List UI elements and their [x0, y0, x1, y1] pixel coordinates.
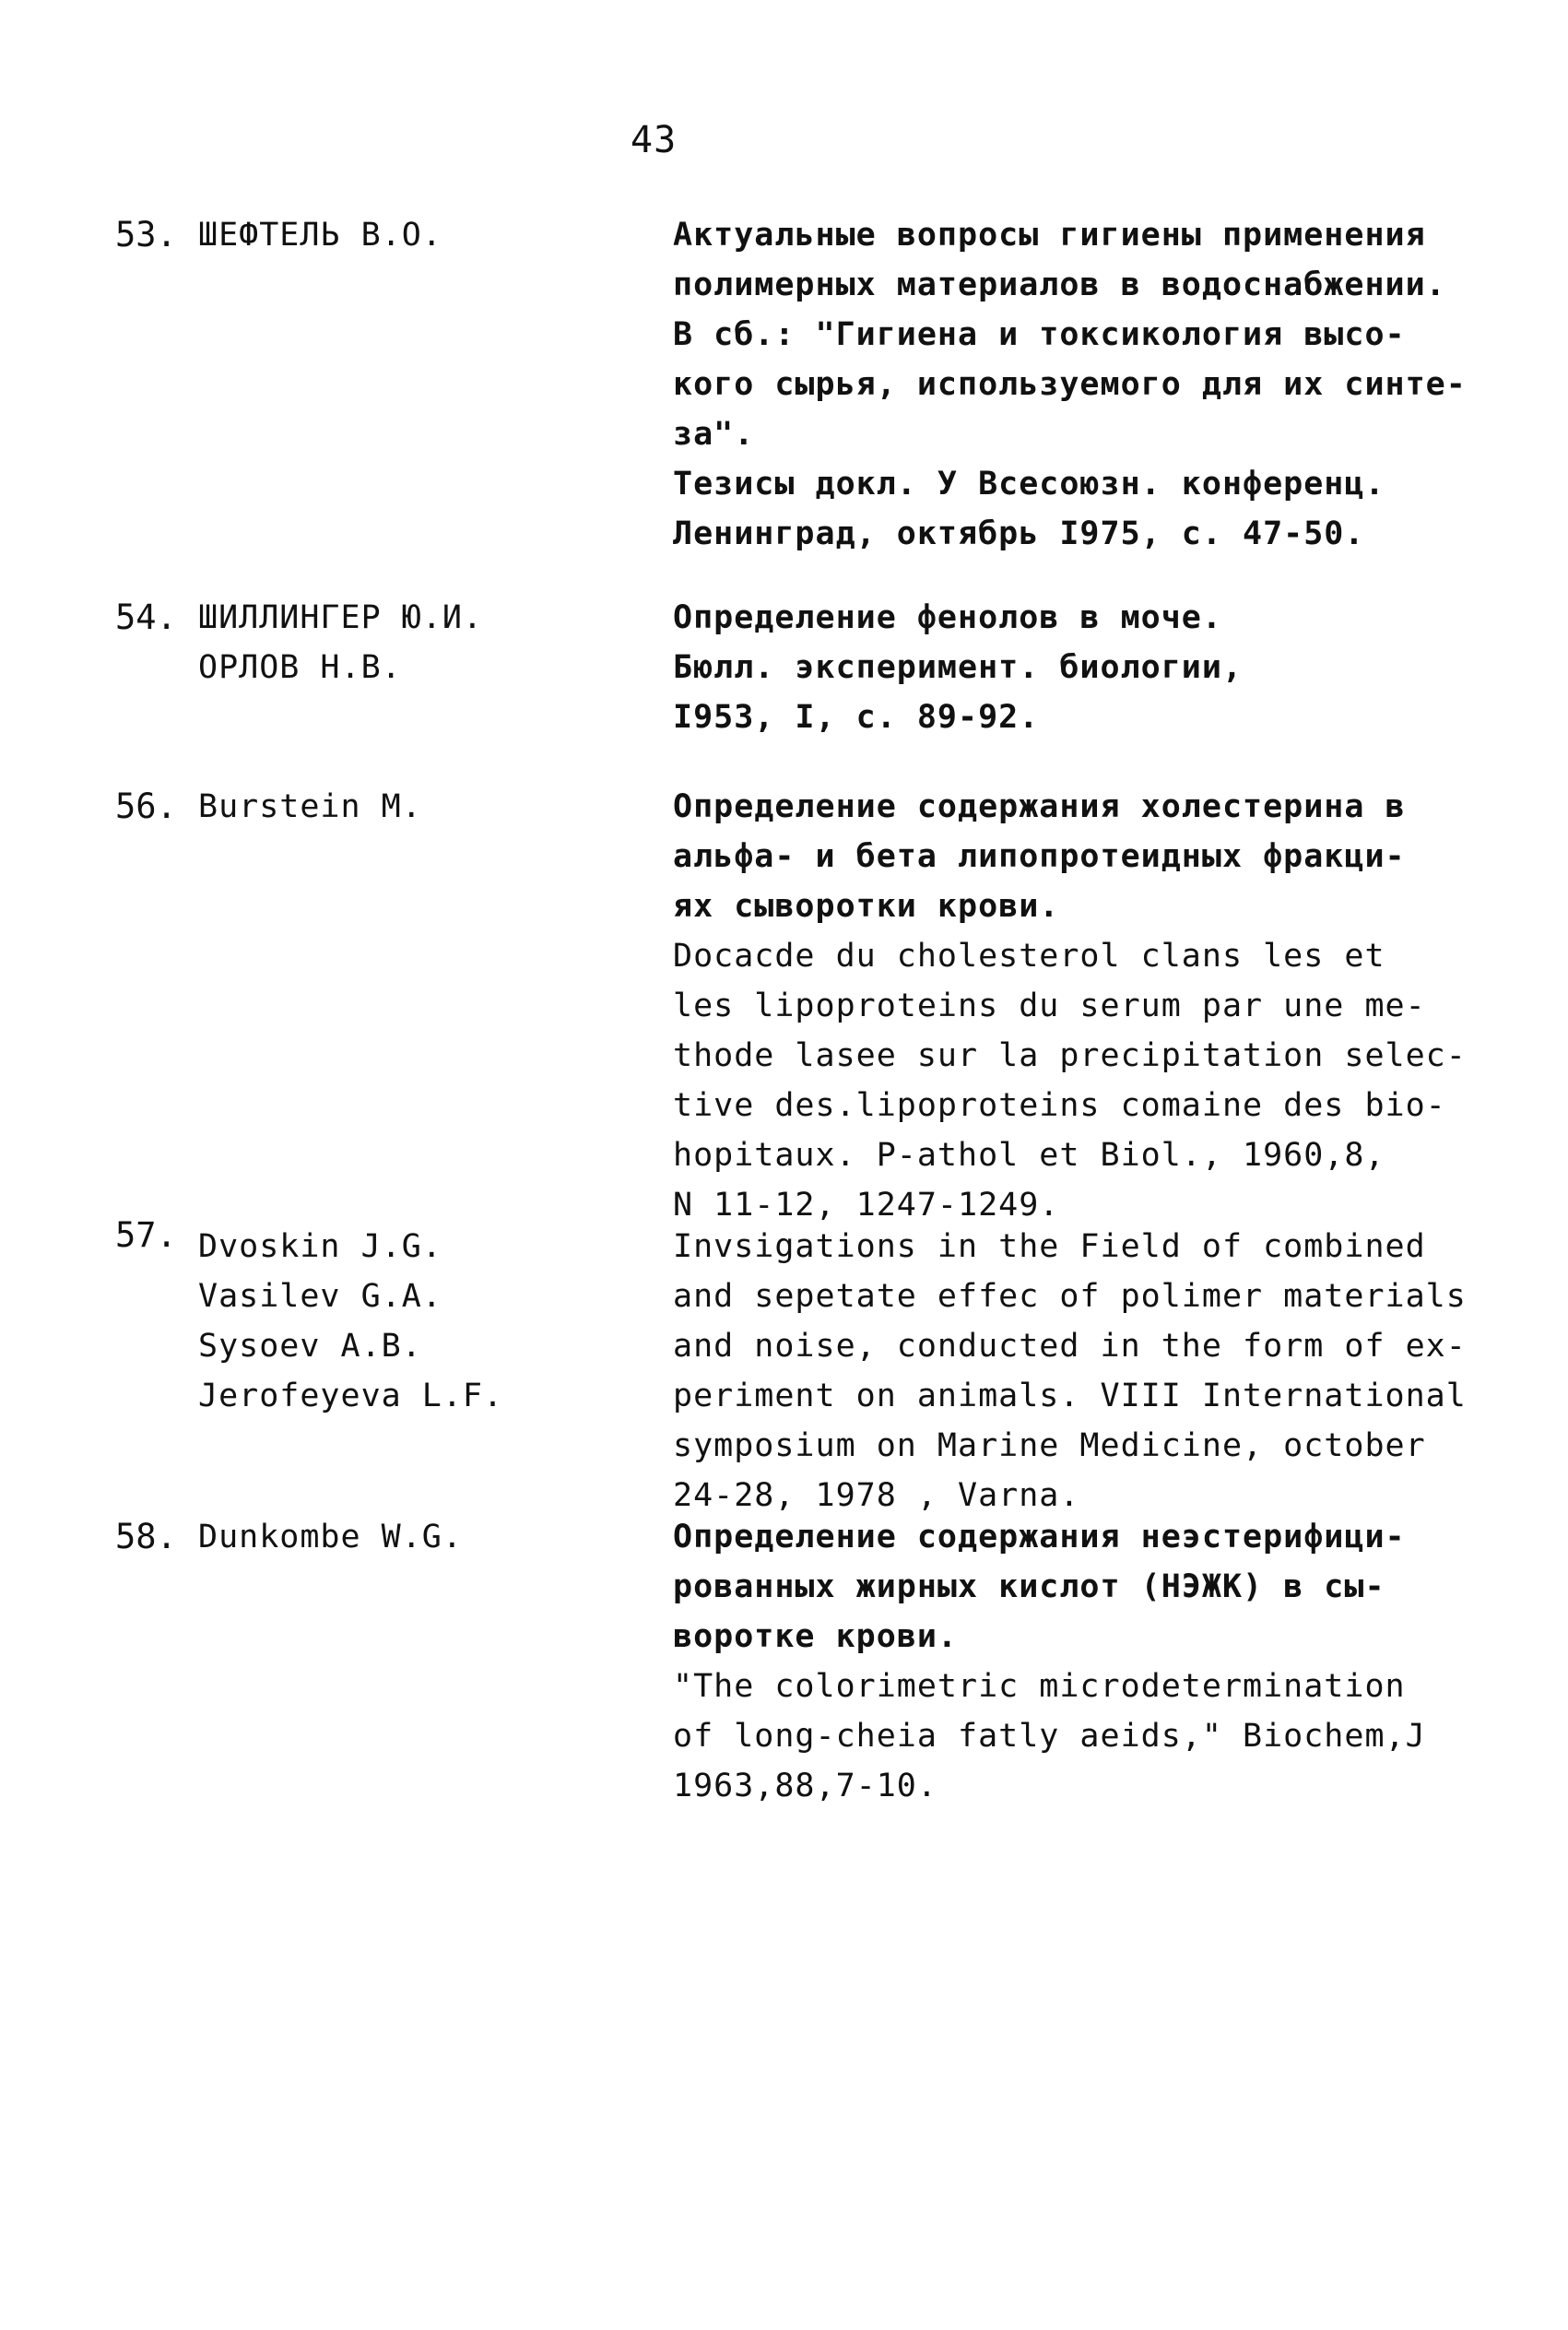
text-line: ях сыворотки крови. — [673, 888, 1060, 925]
text-line: кого сырья, используемого для их синте- — [673, 366, 1467, 403]
entry-description — [673, 1222, 1521, 1520]
text-line: за". — [673, 416, 755, 453]
page-number: 43 — [631, 119, 678, 161]
text-line: and noise, conducted in the form of ex- — [673, 1328, 1467, 1365]
text-line: and sepetate effec of polimer materials — [673, 1278, 1467, 1315]
text-line: Ленинград, октябрь I975, с. 47-50. — [673, 515, 1365, 552]
text-line: les lipoproteins du serum par une me- — [673, 988, 1426, 1024]
text-line: Актуальные вопросы гигиены применения — [673, 217, 1426, 254]
entry-authors — [198, 210, 442, 260]
text-line: Invsigations in the Field of combined — [673, 1228, 1426, 1265]
entry-description — [673, 1512, 1521, 1811]
text-line: альфа- и бета липопротеидных фракци- — [673, 838, 1406, 875]
entry-number: 54. — [115, 597, 177, 637]
author: ШЕФТЕЛЬ В.О. — [198, 217, 442, 254]
text-line: symposium on Marine Medicine, october — [673, 1427, 1426, 1464]
entry-number: 53. — [115, 215, 177, 254]
entry-description — [673, 210, 1521, 559]
text-line: воротке крови. — [673, 1618, 959, 1655]
author: Vasilev G.A. — [198, 1278, 442, 1315]
entry-authors — [198, 1222, 503, 1421]
text-line: В сб.: "Гигиена и токсикология высо- — [673, 316, 1406, 353]
text-line: полимерных материалов в водоснабжении. — [673, 266, 1446, 303]
author: ОРЛОВ Н.В. — [198, 649, 402, 686]
entry-authors — [198, 593, 483, 692]
entry-number: 58. — [115, 1517, 177, 1556]
text-line: Определение фенолов в моче. — [673, 599, 1222, 636]
text-line: "The colorimetric microdetermination — [673, 1668, 1406, 1705]
text-line: hopitaux. P-athol et Biol., 1960,8, — [673, 1137, 1385, 1174]
entry-number: 57. — [115, 1215, 177, 1255]
text-line: Docacde du cholesterol clans les et — [673, 938, 1385, 975]
text-line: N 11-12, 1247-1249. — [673, 1187, 1060, 1224]
author: Sysoev A.B. — [198, 1328, 422, 1365]
text-line: 1963,88,7-10. — [673, 1768, 937, 1804]
text-line: 24-28, 1978 , Varna. — [673, 1477, 1080, 1514]
entry-authors — [198, 1512, 463, 1562]
author: ШИЛЛИНГЕР Ю.И. — [198, 599, 484, 636]
text-line: рованных жирных кислот (НЭЖК) в сы- — [673, 1568, 1385, 1605]
text-line: Определение содержания холестерина в — [673, 788, 1406, 825]
text-line: periment on animals. VIII International — [673, 1378, 1467, 1414]
text-line: I953, I, с. 89-92. — [673, 699, 1040, 736]
author: Dvoskin J.G. — [198, 1228, 442, 1265]
text-line: Бюлл. эксперимент. биологии, — [673, 649, 1244, 686]
entry-description — [673, 593, 1521, 742]
author: Dunkombe W.G. — [198, 1519, 463, 1555]
entry-description — [673, 782, 1521, 1230]
entry-number: 56. — [115, 787, 177, 826]
text-line: tive des.lipoproteins comaine des bio- — [673, 1087, 1446, 1124]
text-line: Тезисы докл. У Всесоюзн. конференц. — [673, 466, 1385, 503]
author: Jerofeyeva L.F. — [198, 1378, 504, 1414]
text-line: Определение содержания неэстерифици- — [673, 1519, 1406, 1555]
entry-authors — [198, 782, 422, 832]
author: Burstein M. — [198, 788, 422, 825]
text-line: of long-cheia fatly aeids," Biochem,J — [673, 1718, 1426, 1755]
text-line: thode lasee sur la precipitation selec- — [673, 1037, 1467, 1074]
